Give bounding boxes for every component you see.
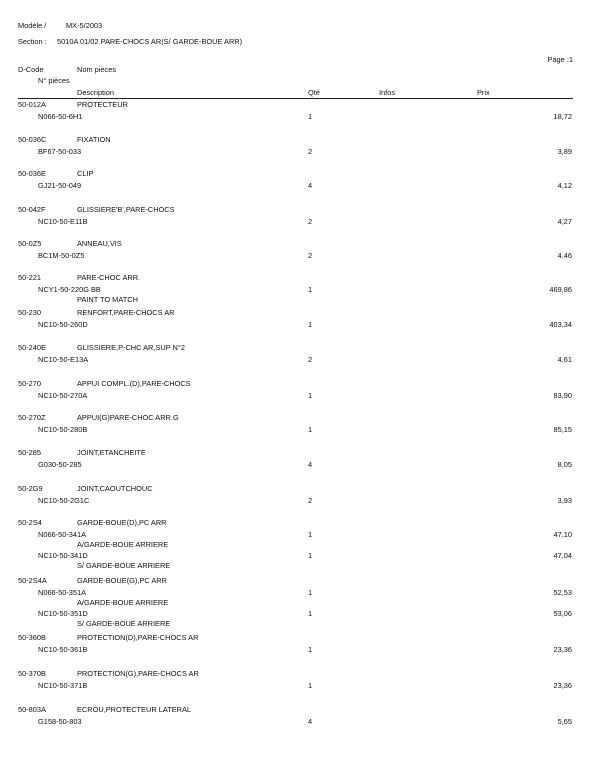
part-number: NC10-50-E13A bbox=[38, 355, 89, 364]
entry-name: ECROU,PROTECTEUR LATERAL bbox=[77, 705, 192, 714]
quantity: 1 bbox=[308, 285, 313, 294]
quantity: 2 bbox=[308, 147, 313, 156]
price: 23,36 bbox=[553, 645, 572, 654]
quantity: 4 bbox=[308, 717, 313, 726]
quantity: 1 bbox=[308, 425, 313, 434]
entry-dcode: 50-2G9 bbox=[18, 484, 43, 493]
price: 469,86 bbox=[549, 285, 572, 294]
price: 47,10 bbox=[553, 530, 572, 539]
price: 4,61 bbox=[557, 355, 572, 364]
entry-dcode: 50-221 bbox=[18, 273, 42, 282]
col-description: Description bbox=[77, 88, 114, 97]
entry-dcode: 50-2S4 bbox=[18, 518, 42, 527]
quantity: 1 bbox=[308, 609, 313, 618]
entry-name: PROTECTION(D),PARE-CHOCS AR bbox=[77, 633, 199, 642]
entry-dcode: 50-0Z5 bbox=[18, 239, 42, 248]
entry-name: APPUI(G)PARE-CHOC ARR.G bbox=[77, 413, 179, 422]
line-note: PAINT TO MATCH bbox=[77, 295, 138, 304]
model-label: Modèle / bbox=[18, 21, 47, 30]
price: 4,46 bbox=[557, 251, 572, 260]
entry-dcode: 50-036E bbox=[18, 169, 46, 178]
quantity: 4 bbox=[308, 181, 313, 190]
entry-name: JOINT,ETANCHEITE bbox=[77, 448, 146, 457]
section-value: 5010A 01/02 PARE-CHOCS AR(S/ GARDE-BOUE ARR) bbox=[57, 37, 243, 46]
part-number: G158-50-803 bbox=[38, 717, 82, 726]
entry-name: GLISSIERE'B',PARE-CHOCS bbox=[77, 205, 175, 214]
entry-dcode: 50-036C bbox=[18, 135, 47, 144]
part-number: NC10-50-270A bbox=[38, 391, 88, 400]
part-number: BC1M-50-0Z5 bbox=[38, 251, 85, 260]
entry-dcode: 50-012A bbox=[18, 100, 46, 109]
line-note: S/ GARDE-BOUE ARRIERE bbox=[77, 619, 171, 628]
col-qte: Qté bbox=[308, 88, 320, 97]
entry-dcode: 50-270 bbox=[18, 379, 42, 388]
price: 8,05 bbox=[557, 460, 572, 469]
part-number: GJ21-50-049 bbox=[38, 181, 82, 190]
entry-dcode: 50-360B bbox=[18, 633, 46, 642]
quantity: 1 bbox=[308, 588, 313, 597]
price: 3,89 bbox=[557, 147, 572, 156]
price: 53,06 bbox=[553, 609, 572, 618]
col-prix: Prix bbox=[477, 88, 490, 97]
part-number: N066-50-6H1 bbox=[38, 112, 83, 121]
entry-dcode: 50-240E bbox=[18, 343, 46, 352]
entry-name: PARE-CHOC ARR. bbox=[77, 273, 141, 282]
entry-name: GARDE-BOUE(G),PC ARR bbox=[77, 576, 167, 585]
entry-name: GARDE-BOUE(D),PC ARR bbox=[77, 518, 167, 527]
price: 85,15 bbox=[553, 425, 572, 434]
entry-name: APPUI COMPL.(D),PARE-CHOCS bbox=[77, 379, 191, 388]
price: 4,12 bbox=[557, 181, 572, 190]
entry-name: PROTECTION(G),PARE-CHOCS AR bbox=[77, 669, 199, 678]
entry-dcode: 50-230 bbox=[18, 308, 42, 317]
quantity: 1 bbox=[308, 645, 313, 654]
quantity: 2 bbox=[308, 496, 313, 505]
entry-name: CLIP bbox=[77, 169, 94, 178]
part-number: G030-50-285 bbox=[38, 460, 82, 469]
quantity: 2 bbox=[308, 355, 313, 364]
price: 23,36 bbox=[553, 681, 572, 690]
part-number: NC10-50-341D bbox=[38, 551, 88, 560]
entry-dcode: 50-803A bbox=[18, 705, 46, 714]
entry-dcode: 50-270Z bbox=[18, 413, 46, 422]
part-number: NCY1-50-220G BB bbox=[38, 285, 101, 294]
quantity: 4 bbox=[308, 460, 313, 469]
entry-name: JOINT,CAOUTCHOUC bbox=[77, 484, 153, 493]
page-number: Page :1 bbox=[547, 55, 573, 64]
price: 403,34 bbox=[549, 320, 572, 329]
quantity: 1 bbox=[308, 112, 313, 121]
col-infos: Infos bbox=[379, 88, 396, 97]
header-rule bbox=[18, 98, 573, 99]
quantity: 2 bbox=[308, 217, 313, 226]
entry-name: RENFORT,PARE-CHOCS AR bbox=[77, 308, 175, 317]
line-note: A/GARDE-BOUE ARRIERE bbox=[77, 598, 169, 607]
col-dcode: D-Code bbox=[18, 65, 44, 74]
part-number: NC10-50-260D bbox=[38, 320, 88, 329]
quantity: 1 bbox=[308, 681, 313, 690]
quantity: 1 bbox=[308, 551, 313, 560]
price: 83,90 bbox=[553, 391, 572, 400]
line-note: S/ GARDE-BOUE ARRIERE bbox=[77, 561, 171, 570]
entry-dcode: 50-2S4A bbox=[18, 576, 47, 585]
price: 18,72 bbox=[553, 112, 572, 121]
model-value: MX-5/2003 bbox=[66, 21, 103, 30]
part-number: NC10-50-280B bbox=[38, 425, 88, 434]
part-number: BF67-50-033 bbox=[38, 147, 82, 156]
price: 47,04 bbox=[553, 551, 572, 560]
part-number: NC10-50-2G1C bbox=[38, 496, 90, 505]
col-nom: Nom pièces bbox=[77, 65, 117, 74]
part-number: NC10-50-371B bbox=[38, 681, 88, 690]
col-npieces: N° pièces bbox=[38, 76, 70, 85]
section-label: Section : bbox=[18, 37, 47, 46]
quantity: 2 bbox=[308, 251, 313, 260]
line-note: A/GARDE-BOUE ARRIERE bbox=[77, 540, 169, 549]
part-number: NC10-50-E11B bbox=[38, 217, 88, 226]
price: 5,65 bbox=[557, 717, 572, 726]
quantity: 1 bbox=[308, 391, 313, 400]
entry-dcode: 50-042F bbox=[18, 205, 46, 214]
price: 3,93 bbox=[557, 496, 572, 505]
entry-name: FIXATION bbox=[77, 135, 111, 144]
entry-name: GLISSIERE,P-CHC AR,SUP N°2 bbox=[77, 343, 185, 352]
entry-dcode: 50-285 bbox=[18, 448, 42, 457]
entry-name: ANNEAU,VIS bbox=[77, 239, 122, 248]
entry-dcode: 50-370B bbox=[18, 669, 46, 678]
part-number: NC10-50-351D bbox=[38, 609, 88, 618]
part-number: N066-50-341A bbox=[38, 530, 87, 539]
quantity: 1 bbox=[308, 320, 313, 329]
part-number: N066-50-351A bbox=[38, 588, 87, 597]
price: 4,27 bbox=[557, 217, 572, 226]
price: 52,53 bbox=[553, 588, 572, 597]
quantity: 1 bbox=[308, 530, 313, 539]
entry-name: PROTECTEUR bbox=[77, 100, 128, 109]
part-number: NC10-50-361B bbox=[38, 645, 88, 654]
